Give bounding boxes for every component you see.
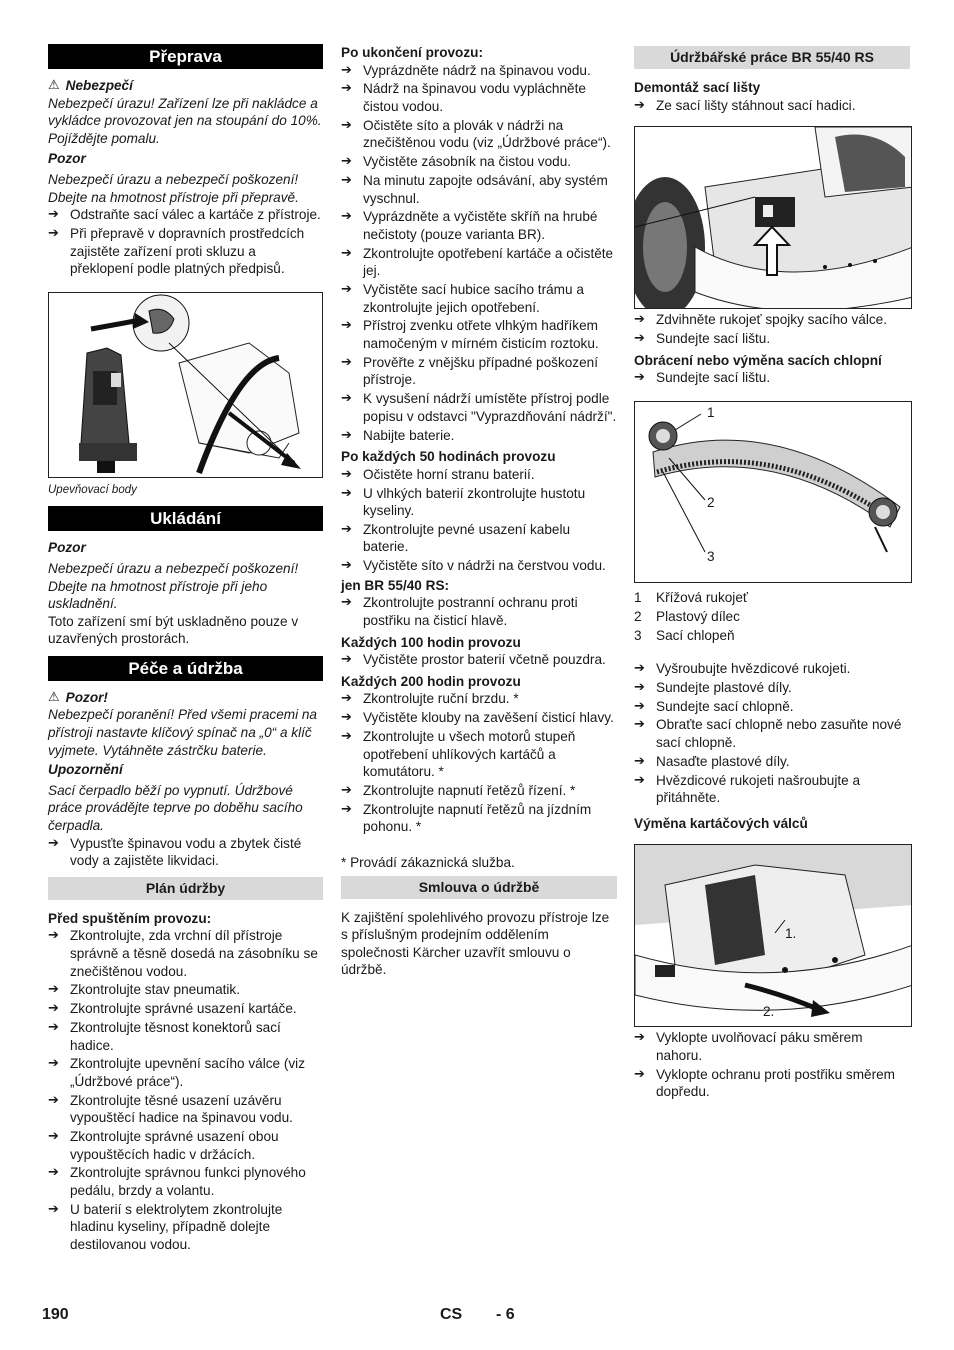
- list-item: [48, 1128, 323, 1163]
- list-item: [341, 117, 617, 152]
- brush-label-1: 1.: [785, 926, 797, 942]
- legend-item: 2 Plastový dílec: [634, 608, 740, 624]
- list-item: [48, 1201, 323, 1254]
- column-right: [634, 44, 910, 1102]
- list-item-text: Zkontrolujte těsnost konektorů sací hadice.: [70, 1019, 281, 1053]
- arrow-icon: ➔: [634, 772, 645, 788]
- list-item: [48, 927, 323, 980]
- arrow-icon: ➔: [634, 679, 645, 695]
- caution-label: Pozor: [48, 151, 86, 167]
- pece-warning-label: Pozor!: [65, 689, 108, 705]
- arrow-icon: ➔: [341, 691, 352, 707]
- preprava-steps: [48, 206, 323, 278]
- sub-page-number: - 6: [496, 1306, 515, 1323]
- list-item: [341, 153, 617, 171]
- flap-figure: [634, 401, 912, 583]
- list-item-text: Nabijte baterie.: [363, 427, 455, 443]
- danger-heading: [48, 77, 323, 95]
- list-item-text: Sundejte plastové díly.: [656, 679, 792, 695]
- list-item-text: Zkontrolujte správné usazení obou vypouštěcích hadic v držácích.: [70, 1129, 279, 1162]
- ukladani-text: Toto zařízení smí být uskladněno pouze v uzavřených prostorách.: [48, 613, 299, 647]
- list-item-text: Zkontrolujte správné usazení kartáče.: [70, 1001, 297, 1017]
- obraceni-steps-a: [634, 369, 910, 387]
- list-item: [48, 1164, 323, 1199]
- vymena-heading: Výměna kartáčových válců: [634, 815, 808, 831]
- arrow-icon: ➔: [48, 207, 59, 223]
- h100-steps: [341, 651, 617, 669]
- list-item: [634, 330, 910, 348]
- column-middle: [341, 44, 617, 979]
- list-item-text: Vyčistěte sací hubice sacího trámu a zkontrolujte jejich opotřebení.: [363, 282, 584, 315]
- list-item: [48, 206, 323, 224]
- list-item-text: Vyprázdněte nádrž na špinavou vodu.: [363, 62, 591, 78]
- list-item-text: Zkontrolujte stav pneumatik.: [70, 982, 241, 998]
- arrow-icon: ➔: [634, 698, 645, 714]
- arrow-icon: ➔: [341, 728, 352, 744]
- h50-steps: [341, 466, 617, 575]
- list-item-text: Zkontrolujte postranní ochranu proti postřiku na čisticí hlavě.: [363, 595, 578, 629]
- list-item-text: Na minutu zapojte odsávání, aby systém vyschnul.: [363, 172, 608, 206]
- list-item-text: Sundejte sací chlopně.: [656, 698, 794, 714]
- pece-steps: [48, 835, 323, 870]
- list-item: [341, 782, 617, 800]
- list-item: [341, 594, 617, 629]
- arrow-icon: ➔: [341, 354, 352, 370]
- list-item: [341, 427, 617, 445]
- list-item: [634, 753, 910, 771]
- squeegee-figure: [634, 126, 912, 309]
- list-item: [48, 835, 323, 870]
- list-item-text: Hvězdicové rukojeti našroubujte a přitáhněte.: [656, 772, 861, 806]
- list-item: [341, 709, 617, 727]
- squeegee-illustration: [635, 127, 912, 309]
- br-heading: jen BR 55/40 RS:: [341, 577, 450, 593]
- arrow-icon: ➔: [634, 753, 645, 769]
- arrow-icon: ➔: [341, 710, 352, 726]
- list-item-text: Vyčistěte klouby na zavěšení čisticí hlavy.: [363, 710, 614, 726]
- list-item-text: Prověřte z vnějšku případné poškození přístroje.: [363, 354, 599, 388]
- warning-triangle-icon: ⚠: [48, 78, 60, 93]
- list-item: [48, 1000, 323, 1018]
- list-item: [341, 521, 617, 556]
- contract-text: K zajištění spolehlivého provozu přístroje lze s příslušným prodejním oddělením společnosti Kärcher uzavřít smlouvu o údržbě.: [341, 909, 610, 978]
- legend-item: 3 Sací chlopeň: [634, 627, 735, 643]
- arrow-icon: ➔: [341, 81, 352, 97]
- arrow-icon: ➔: [341, 485, 352, 501]
- warning-triangle-icon: ⚠: [48, 689, 60, 705]
- arrow-icon: ➔: [341, 521, 352, 537]
- list-item: [341, 728, 617, 781]
- arrow-icon: ➔: [341, 62, 352, 78]
- after-heading: Po ukončení provozu:: [341, 45, 483, 60]
- after-steps: [341, 62, 617, 445]
- arrow-icon: ➔: [341, 466, 352, 482]
- demontaz-heading: Demontáž sací lišty: [634, 80, 761, 95]
- list-item: [634, 679, 910, 697]
- list-item-text: Sundejte sací lištu.: [656, 330, 771, 346]
- arrow-icon: ➔: [341, 801, 352, 817]
- list-item: [634, 1029, 910, 1064]
- arrow-icon: ➔: [341, 154, 352, 170]
- arrow-icon: ➔: [341, 652, 352, 668]
- arrow-icon: ➔: [634, 97, 645, 113]
- list-item: [341, 281, 617, 316]
- arrow-icon: ➔: [48, 225, 59, 241]
- section-title-pece: Péče a údržba: [48, 656, 323, 681]
- subsection-title-maintenance: Údržbářské práce BR 55/40 RS: [634, 46, 910, 69]
- arrow-icon: ➔: [48, 1056, 59, 1072]
- arrow-icon: ➔: [341, 391, 352, 407]
- list-item: [48, 1019, 323, 1054]
- arrow-icon: ➔: [634, 330, 645, 346]
- list-item: [341, 801, 617, 836]
- list-item-text: Vyklopte uvolňovací páku směrem nahoru.: [656, 1030, 863, 1063]
- list-item-text: Přístroj zvenku otřete vlhkým hadříkem namočeným v mírném čisticím roztoku.: [363, 318, 599, 351]
- arrow-icon: ➔: [48, 1001, 59, 1017]
- ukladani-caution-label: Pozor: [48, 540, 86, 556]
- pece-note-label: Upozornění: [48, 762, 123, 778]
- list-item: [341, 245, 617, 280]
- list-item-text: Zkontrolujte napnutí řetězů na jízdním pohonu. *: [363, 801, 592, 835]
- list-item: [341, 80, 617, 115]
- list-item-text: Vyčistěte prostor baterií včetně pouzdra.: [363, 652, 606, 668]
- arrow-icon: ➔: [634, 717, 645, 733]
- arrow-icon: ➔: [48, 982, 59, 998]
- br-steps: [341, 594, 617, 629]
- list-item-text: Při přepravě v dopravních prostředcích zajistěte zařízení proti skluzu a překlopení podle platných předpisů.: [70, 225, 305, 277]
- arrow-icon: ➔: [634, 1066, 645, 1082]
- legend-item: 1 Křížová rukojeť: [634, 589, 748, 605]
- list-item-text: Nádrž na špinavou vodu vypláchněte čistou vodou.: [363, 81, 586, 114]
- danger-label: Nebezpečí: [65, 78, 133, 93]
- danger-text: Nebezpečí úrazu! Zařízení lze při nakládce a vykládce provozovat jen na stoupání do 10%. Pojíždějte pomalu.: [48, 95, 322, 146]
- arrow-icon: ➔: [341, 117, 352, 133]
- list-item-text: Zkontrolujte pevné usazení kabelu baterie.: [363, 521, 571, 555]
- list-item: [634, 698, 910, 716]
- list-item-text: Očistěte horní stranu baterií.: [363, 466, 535, 482]
- list-item-text: Očistěte síto a plovák v nádrži na znečištěnou vodu (viz „Údržbové práce“).: [363, 117, 611, 151]
- h200-heading: Každých 200 hodin provozu: [341, 673, 521, 689]
- h50-heading: Po každých 50 hodinách provozu: [341, 449, 556, 465]
- list-item-text: Sundejte sací lištu.: [656, 370, 771, 386]
- before-steps: [48, 927, 323, 1253]
- footnote: * Provádí zákaznická služba.: [341, 854, 515, 870]
- figure-caption: Upevňovací body: [48, 483, 137, 496]
- ukladani-caution-text: Nebezpečí úrazu a nebezpečí poškození! Dbejte na hmotnost přístroje při jeho uskladnění.: [48, 560, 299, 612]
- list-item: [341, 557, 617, 575]
- list-item: [341, 208, 617, 243]
- column-left: [48, 44, 323, 1255]
- section-title-preprava: Přeprava: [48, 44, 323, 69]
- brush-figure: [634, 844, 912, 1027]
- list-item: [341, 466, 617, 484]
- arrow-icon: ➔: [341, 427, 352, 443]
- section-title-ukladani: Ukládání: [48, 506, 323, 531]
- list-item: [341, 390, 617, 425]
- flap-legend: [634, 589, 910, 645]
- pece-warning-heading: [48, 689, 323, 707]
- obraceni-heading: Obrácení nebo výměna sacích chlopní: [634, 352, 882, 368]
- list-item-text: Zdvihněte rukojeť spojky sacího válce.: [656, 312, 888, 328]
- list-item: [341, 317, 617, 352]
- arrow-icon: ➔: [48, 928, 59, 944]
- arrow-icon: ➔: [48, 1165, 59, 1181]
- arrow-icon: ➔: [48, 1129, 59, 1145]
- list-item: [341, 172, 617, 207]
- list-item: [634, 772, 910, 807]
- list-item-text: U baterií s elektrolytem zkontrolujte hladinu kyseliny, případně dolejte destilovanou vodou.: [70, 1201, 283, 1252]
- list-item-text: Zkontrolujte těsné usazení uzávěru vypouštěcí hadice na špinavou vodu.: [70, 1092, 293, 1126]
- list-item-text: Vyklopte ochranu proti postřiku směrem dopředu.: [656, 1066, 895, 1100]
- arrow-icon: ➔: [48, 835, 59, 851]
- list-item: [634, 97, 910, 115]
- list-item-text: Zkontrolujte správnou funkci plynového pedálu, brzdy a volantu.: [70, 1165, 306, 1199]
- h200-steps: [341, 690, 617, 836]
- list-item: [341, 354, 617, 389]
- list-item: [634, 1066, 910, 1101]
- list-item: [48, 225, 323, 278]
- arrow-icon: ➔: [48, 1092, 59, 1108]
- pece-note-text: Sací čerpadlo běží po vypnutí. Údržbové práce provádějte teprve po doběhu sacího čerpadla.: [48, 782, 303, 834]
- brush-illustration: [635, 845, 912, 1027]
- arrow-icon: ➔: [634, 661, 645, 677]
- list-item-text: Obraťte sací chlopně nebo zasuňte nové sací chlopně.: [656, 717, 902, 750]
- list-item-text: Vyprázdněte a vyčistěte skříň na hrubé nečistoty (pouze varianta BR).: [363, 209, 598, 242]
- subsection-title-plan: Plán údržby: [48, 877, 323, 900]
- language-code: CS: [440, 1306, 463, 1323]
- list-item-text: Nasaďte plastové díly.: [656, 753, 790, 769]
- demontaz-steps-a: [634, 97, 910, 115]
- list-item-text: Odstraňte sací válec a kartáče z přístroje.: [70, 207, 321, 223]
- arrow-icon: ➔: [341, 282, 352, 298]
- arrow-icon: ➔: [341, 209, 352, 225]
- arrow-icon: ➔: [341, 558, 352, 574]
- list-item: [48, 981, 323, 999]
- list-item-text: Vyšroubujte hvězdicové rukojeti.: [656, 661, 851, 677]
- list-item-text: Zkontrolujte opotřebení kartáče a očistěte jej.: [363, 245, 614, 279]
- list-item: [341, 62, 617, 80]
- list-item: [341, 690, 617, 708]
- list-item-text: Zkontrolujte napnutí řetězů řízení. *: [363, 782, 576, 798]
- transport-figure: [48, 292, 323, 478]
- list-item-text: Vypusťte špinavou vodu a zbytek čisté vody a zajistěte likvidaci.: [70, 835, 302, 869]
- list-item-text: Vyčistěte síto v nádrži na čerstvou vodu.: [363, 558, 606, 574]
- list-item-text: Ze sací lišty stáhnout sací hadici.: [656, 97, 856, 113]
- arrow-icon: ➔: [341, 782, 352, 798]
- flap-illustration: [635, 402, 912, 583]
- list-item: [48, 1092, 323, 1127]
- arrow-icon: ➔: [634, 370, 645, 386]
- arrow-icon: ➔: [341, 318, 352, 334]
- list-item-text: K vysušení nádrží umístěte přístroj podle popisu v odstavci "Vyprazdňování nádrží".: [363, 391, 617, 424]
- obraceni-steps-b: [634, 660, 910, 807]
- list-item-text: Zkontrolujte ruční brzdu. *: [363, 691, 519, 707]
- arrow-icon: ➔: [634, 1030, 645, 1046]
- list-item-text: Zkontrolujte, zda vrchní díl přístroje správně a těsně dosedá na zásobníku se znečištěnou vodou.: [70, 928, 318, 979]
- transport-illustration: [49, 293, 323, 478]
- page-number: 190: [42, 1306, 69, 1323]
- list-item: [634, 716, 910, 751]
- list-item: [634, 311, 910, 329]
- arrow-icon: ➔: [48, 1201, 59, 1217]
- brush-label-2: 2.: [763, 1004, 775, 1020]
- pece-warning-text: Nebezpečí poranění! Před všemi pracemi na přístroji nastavte klíčový spínač na „0“ a klíč vyjmete. Vytáhněte zástrčku baterie.: [48, 707, 317, 758]
- list-item: [341, 485, 617, 520]
- page-footer: [0, 1306, 954, 1330]
- list-item: [634, 660, 910, 678]
- caution-text: Nebezpečí úrazu a nebezpečí poškození! Dbejte na hmotnost přístroje při přepravě.: [48, 171, 299, 205]
- arrow-icon: ➔: [341, 172, 352, 188]
- list-item-text: Zkontrolujte u všech motorů stupeň opotřebení uhlíkových kartáčů a komutátoru. *: [363, 728, 576, 780]
- vymena-steps: [634, 1029, 910, 1101]
- before-heading: Před spuštěním provozu:: [48, 910, 212, 926]
- list-item-text: Zkontrolujte upevnění sacího válce (viz „Údržbové práce“).: [70, 1056, 305, 1089]
- flap-label-1: 1: [707, 404, 715, 420]
- list-item: [341, 651, 617, 669]
- list-item: [48, 1055, 323, 1090]
- arrow-icon: ➔: [341, 245, 352, 261]
- list-item-text: U vlhkých baterií zkontrolujte hustotu kyseliny.: [363, 485, 586, 519]
- arrow-icon: ➔: [341, 595, 352, 611]
- flap-label-3: 3: [707, 548, 715, 564]
- h100-heading: Každých 100 hodin provozu: [341, 634, 521, 650]
- flap-label-2: 2: [707, 494, 715, 510]
- subsection-title-contract: Smlouva o údržbě: [341, 876, 617, 899]
- arrow-icon: ➔: [48, 1019, 59, 1035]
- demontaz-steps-b: [634, 311, 910, 347]
- list-item: [634, 369, 910, 387]
- arrow-icon: ➔: [634, 312, 645, 328]
- list-item-text: Vyčistěte zásobník na čistou vodu.: [363, 154, 572, 170]
